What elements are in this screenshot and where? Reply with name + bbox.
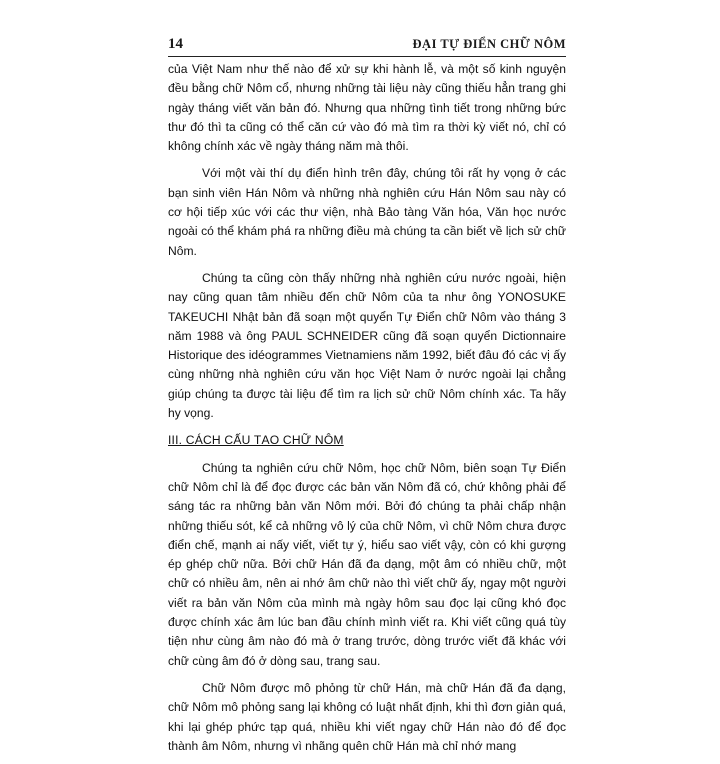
paragraph-continued: của Việt Nam như thế nào để xử sự khi hành lễ, và một số kinh nguyện đều bằng chữ Nôm cổ, nhưng những tài liệu này cũng thiếu hẳn trang ghi ngày tháng viết văn bản đó. Nhưng qua những tình tiết trong những bức thư đó thì ta cũng có thể căn cứ vào đó mà tìm ra thời kỳ viết nó, chỉ có không chính xác về ngày tháng năm mà thôi.	[168, 62, 566, 154]
page-header	[168, 32, 566, 54]
paragraph: Chúng ta cũng còn thấy những nhà nghiên cứu nước ngoài, hiện nay cũng quan tâm nhiều đến chữ Nôm của ta như ông YONOSUKE TAKEUCHI Nhật bản đã soạn một quyển Tự Điển chữ Nôm vào tháng 3 năm 1988 và ông PAUL SCHNEIDER cũng đã soạn quyển Dictionnaire Historique des idéogrammes Vietnamiens năm 1992, biết đâu đó các vị ấy cùng những nhà nghiên cứu văn học Việt Nam ở nước ngoài lại chẳng giúp chúng ta được tài liệu để tìm ra lịch sử chữ Nôm chính xác. Ta hãy hy vọng.	[168, 270, 566, 421]
page-number: 14	[168, 36, 183, 52]
running-title: ĐẠI TỰ ĐIỂN CHỮ NÔM	[412, 37, 566, 51]
header-rule	[168, 56, 566, 57]
page-body	[168, 60, 566, 764]
paragraph: Với một vài thí dụ điển hình trên đây, chúng tôi rất hy vọng ở các bạn sinh viên Hán Nôm và những nhà nghiên cứu Hán Nôm sau này có cơ hội tiếp xúc với các thư viện, nhà Bảo tàng Văn hóa, Văn học nước ngoài có thể khám phá ra những điều mà chúng ta cần biết về lịch sử chữ Nôm.	[168, 166, 566, 258]
paragraph: Chữ Nôm được mô phỏng từ chữ Hán, mà chữ Hán đã đa dạng, chữ Nôm mô phỏng sang lại không có luật nhất định, khi thì đơn giản quá, khi lại ghép phức tạp quá, nhiều khi viết ngay chữ Hán nào đó để đọc thành âm Nôm, nhưng vì nhãng quên chữ Hán mà chỉ nhớ mang	[168, 680, 566, 753]
paragraph: Chúng ta nghiên cứu chữ Nôm, học chữ Nôm, biên soạn Tự Điển chữ Nôm chỉ là để đọc được các bản văn Nôm đã có, chứ không phải để sáng tác ra những bản văn Nôm mới. Bởi đó chúng ta phải chấp nhận những thiếu sót, kể cả những vô lý của chữ Nôm, vì chữ Nôm chưa được điển chế, mạnh ai nấy viết, viết tự ý, hiểu sao viết vậy, còn có khi gượng ép ghép chữ nữa. Bởi chữ Hán đã đa dạng, một âm có nhiều chữ, một chữ có nhiều âm, nên ai nhớ âm chữ nào thì viết chữ ấy, ngay một người viết ra bản văn Nôm của mình mà ngày hôm sau đọc lại cũng khó đọc được chính xác âm lúc ban đầu chính mình viết ra. Khi viết cũng quá tùy tiện như cùng âm nào đó mà ở trang trước, dòng trước viết đã khác với chữ cùng âm đó ở dòng sau, trang sau.	[168, 460, 566, 668]
section-heading: III. CÁCH CẤU TẠO CHỮ NÔM	[168, 433, 344, 448]
